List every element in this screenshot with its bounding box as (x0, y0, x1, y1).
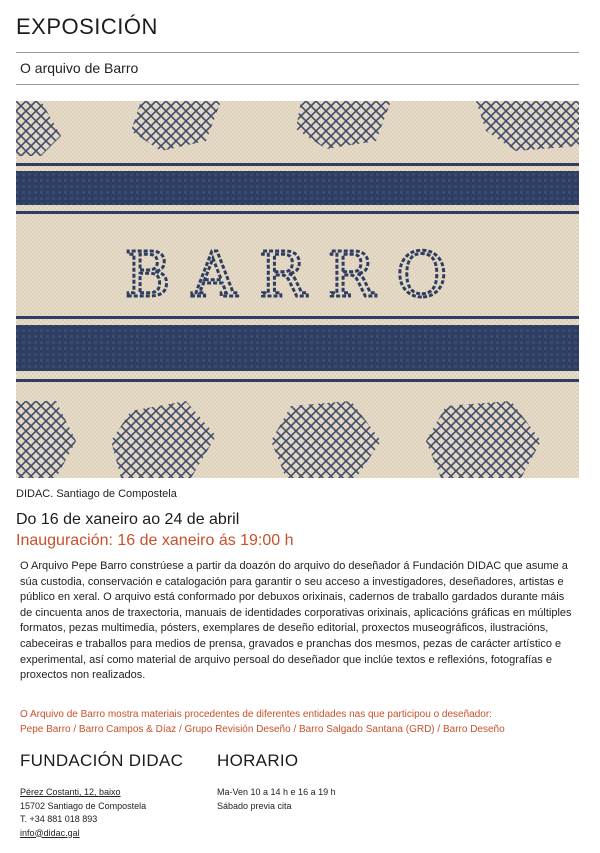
indigo-band-top (16, 171, 579, 205)
entities-note (20, 708, 576, 737)
saturday-hours: Sábado previa cita (217, 800, 292, 811)
thin-stripe (16, 163, 579, 166)
indigo-band-middle (16, 325, 579, 371)
email-link[interactable]: info@didac.gal (20, 827, 80, 838)
section-label: EXPOSICIÓN (16, 14, 158, 39)
city-line: 15702 Santiago de Compostela (20, 800, 147, 811)
description-paragraph: O Arquivo Pepe Barro constrúese a partir da doazón do arquivo do deseñador á Fundación DIDAC que asume a súa custodia, conservación e catalogación para garantir o seu acceso a investigadores, deseñadores, artistas e público en xeral. O arquivo está conformado por debuxos orixinais, cadernos de traballo gardados durante máis de cincuenta anos de traxectoria, manuais de identidades corporativas orixinais, aplicacións gráficas en múltiples formatos, pezas multimedia, pósters, exemplares de deseño editorial, proxectos museográficos, ilustracións, cabeceiras e traballos para medios de prensa, gravados e pranchas dos mesmos, pezas de carácter artístico e experimental, así como material de arquivo persoal do deseñador que inclúe textos e reflexións, fotografías e proxectos non realizados. (20, 560, 572, 682)
phone-number: T. +34 881 018 893 (20, 814, 98, 824)
exhibition-dates: Do 16 de xaneiro ao 24 de abril (16, 511, 240, 528)
exhibition-title: O arquivo de Barro (20, 60, 139, 76)
divider-bottom (16, 84, 579, 85)
street-address-link[interactable]: Pérez Costanti, 12, baixo (20, 787, 121, 797)
thin-stripe (16, 379, 579, 382)
thin-stripe (16, 316, 579, 319)
entities-intro: O Arquivo de Barro mostra materiais procedentes de diferentes entidades nas que participou o deseñador: (20, 709, 492, 720)
thin-stripe (16, 211, 579, 214)
venue-label: DIDAC. Santiago de Compostela (16, 488, 177, 500)
weekday-hours: Ma-Ven 10 a 14 h e 16 a 19 h (217, 787, 336, 797)
divider-top (16, 52, 579, 53)
foundation-name: FUNDACIÓN DIDAC (20, 751, 184, 770)
opening-hours (217, 786, 336, 813)
woven-lettering: BARRO (124, 238, 470, 311)
entities-list: Pepe Barro / Barro Campos & Díaz / Grupo Revisión Deseño / Barro Salgado Santana (GRD) / Barro Deseño (20, 723, 505, 735)
schedule-title: HORARIO (217, 751, 299, 770)
foundation-address (20, 786, 146, 840)
woven-textile-image (16, 101, 579, 478)
opening-date: Inauguración: 16 de xaneiro ás 19:00 h (16, 532, 294, 549)
